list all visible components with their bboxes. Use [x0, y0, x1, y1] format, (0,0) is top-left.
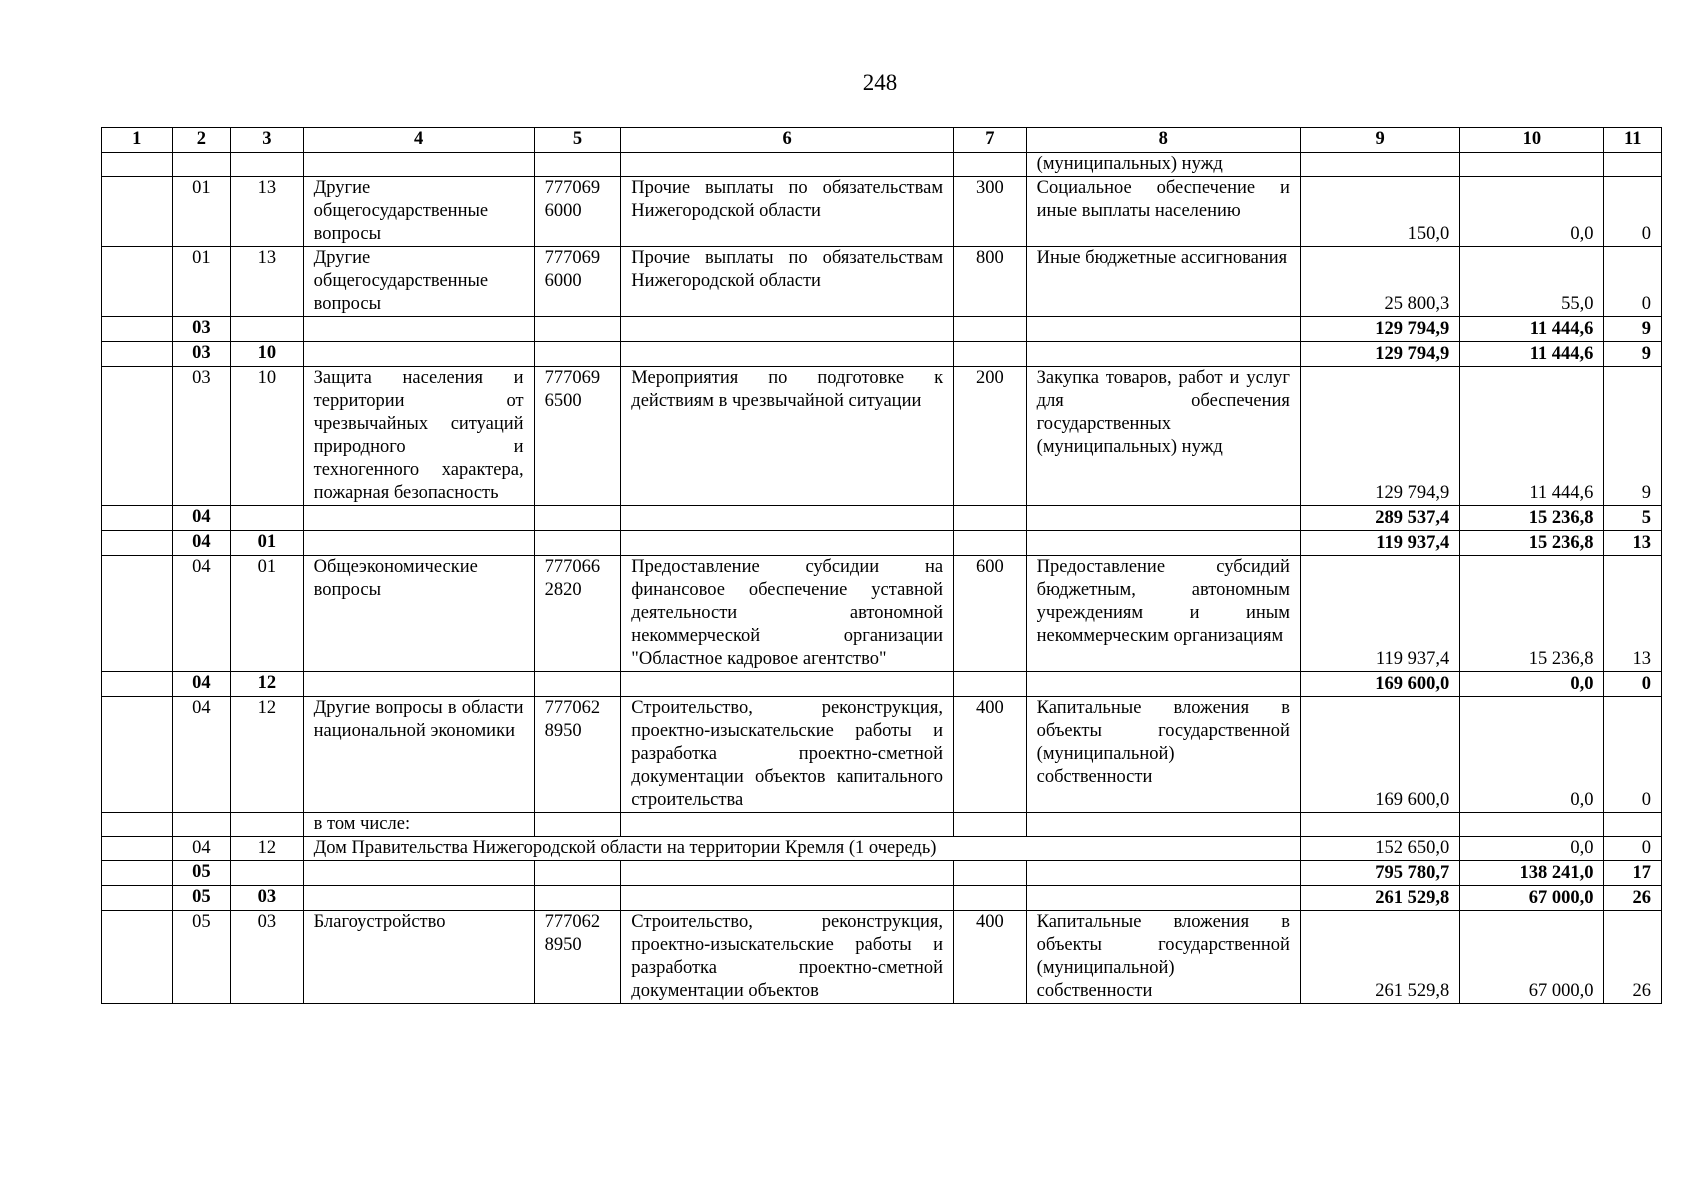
cell-amount-paid: 0,0 — [1460, 837, 1604, 861]
cell-subsection-code — [231, 861, 304, 886]
table-row — [102, 247, 1662, 317]
cell-expense-type: Капитальные вложения в объекты государственной (муниципальной) собственности — [1026, 911, 1300, 1004]
cell-expense-code: 800 — [954, 247, 1027, 317]
cell-amount-paid: 0,0 — [1460, 672, 1604, 697]
cell-section-name: Другие вопросы в области национальной экономики — [303, 697, 534, 813]
cell-amount-paid: 55,0 — [1460, 247, 1604, 317]
cell-empty — [954, 153, 1027, 177]
cell-subsection-code: 03 — [231, 886, 304, 911]
cell-empty — [102, 556, 173, 672]
cell-empty — [1026, 886, 1300, 911]
cell-empty — [102, 861, 173, 886]
cell-percent: 9 — [1604, 317, 1662, 342]
cell-section-code: 01 — [172, 177, 230, 247]
subtotal-row — [102, 506, 1662, 531]
cell-target-code: 777069 6500 — [534, 367, 621, 506]
cell-amount-paid: 67 000,0 — [1460, 911, 1604, 1004]
column-number-2: 2 — [172, 128, 230, 153]
column-number-row — [102, 128, 1662, 153]
cell-empty — [954, 317, 1027, 342]
cell-amount: 129 794,9 — [1300, 342, 1459, 367]
cell-empty — [621, 317, 954, 342]
cell-percent: 17 — [1604, 861, 1662, 886]
cell-empty — [1300, 153, 1459, 177]
cell-empty — [534, 813, 621, 837]
cell-empty — [954, 886, 1027, 911]
cell-empty — [231, 813, 304, 837]
cell-empty — [1026, 317, 1300, 342]
cell-percent: 9 — [1604, 342, 1662, 367]
cell-section-code: 04 — [172, 837, 230, 861]
subtotal-row — [102, 342, 1662, 367]
cell-amount-paid: 11 444,6 — [1460, 317, 1604, 342]
subtotal-row — [102, 531, 1662, 556]
note-row — [102, 813, 1662, 837]
cell-percent: 26 — [1604, 886, 1662, 911]
cell-expense-code: 400 — [954, 911, 1027, 1004]
cell-empty — [1460, 813, 1604, 837]
cell-section-code: 03 — [172, 367, 230, 506]
cell-empty — [534, 342, 621, 367]
cell-empty — [172, 813, 230, 837]
cell-subsection-code: 12 — [231, 672, 304, 697]
cell-subsection-code — [231, 317, 304, 342]
cell-empty — [621, 813, 954, 837]
cell-subsection-code: 13 — [231, 177, 304, 247]
continuation-row — [102, 153, 1662, 177]
cell-empty — [102, 342, 173, 367]
cell-section-code: 04 — [172, 697, 230, 813]
cell-expense-code: 200 — [954, 367, 1027, 506]
cell-empty — [534, 861, 621, 886]
cell-expense-code: 600 — [954, 556, 1027, 672]
cell-percent: 0 — [1604, 837, 1662, 861]
cell-object-name: Дом Правительства Нижегородской области на территории Кремля (1 очередь) — [303, 837, 1300, 861]
cell-empty — [621, 531, 954, 556]
cell-amount: 119 937,4 — [1300, 531, 1459, 556]
cell-section-code: 01 — [172, 247, 230, 317]
cell-percent: 0 — [1604, 672, 1662, 697]
cell-target-code: 777062 8950 — [534, 911, 621, 1004]
cell-subsection-code: 13 — [231, 247, 304, 317]
cell-empty — [621, 886, 954, 911]
cell-empty — [102, 153, 173, 177]
cell-empty — [1026, 531, 1300, 556]
cell-amount: 261 529,8 — [1300, 886, 1459, 911]
cell-expense-type: Социальное обеспечение и иные выплаты населению — [1026, 177, 1300, 247]
cell-target-name: Предоставление субсидии на финансовое обеспечение уставной деятельности автономной некоммерческой организации "Областное кадровое агентство" — [621, 556, 954, 672]
cell-target-code: 777069 6000 — [534, 247, 621, 317]
cell-target-name: Строительство, реконструкция, проектно-изыскательские работы и разработка проектно-сметной документации объектов капитального строительства — [621, 697, 954, 813]
cell-empty — [621, 506, 954, 531]
cell-target-name: Прочие выплаты по обязательствам Нижегородской области — [621, 247, 954, 317]
cell-amount-paid: 11 444,6 — [1460, 342, 1604, 367]
cell-section-code: 05 — [172, 911, 230, 1004]
cell-expense-type: Предоставление субсидий бюджетным, автономным учреждениям и иным некоммерческим организациям — [1026, 556, 1300, 672]
column-number-6: 6 — [621, 128, 954, 153]
cell-empty — [303, 342, 534, 367]
cell-section-name: Другие общегосударственные вопросы — [303, 247, 534, 317]
cell-expense-code: 300 — [954, 177, 1027, 247]
column-number-5: 5 — [534, 128, 621, 153]
cell-empty — [954, 672, 1027, 697]
cell-percent: 13 — [1604, 556, 1662, 672]
cell-section-code: 04 — [172, 672, 230, 697]
cell-empty — [1604, 153, 1662, 177]
cell-expense-code: 400 — [954, 697, 1027, 813]
subtotal-row — [102, 861, 1662, 886]
column-number-8: 8 — [1026, 128, 1300, 153]
cell-section-code: 04 — [172, 506, 230, 531]
cell-expense-type: Иные бюджетные ассигнования — [1026, 247, 1300, 317]
column-number-7: 7 — [954, 128, 1027, 153]
cell-empty — [231, 153, 304, 177]
cell-amount-paid: 15 236,8 — [1460, 506, 1604, 531]
cell-empty — [954, 861, 1027, 886]
cell-percent: 9 — [1604, 367, 1662, 506]
cell-amount-paid: 11 444,6 — [1460, 367, 1604, 506]
cell-empty — [303, 886, 534, 911]
cell-section-code: 05 — [172, 886, 230, 911]
cell-target-code: 777069 6000 — [534, 177, 621, 247]
cell-empty — [1604, 813, 1662, 837]
subtotal-row — [102, 317, 1662, 342]
cell-expense-type: (муниципальных) нужд — [1026, 153, 1300, 177]
cell-empty — [102, 506, 173, 531]
cell-amount: 169 600,0 — [1300, 672, 1459, 697]
budget-table — [101, 127, 1662, 1004]
cell-empty — [102, 886, 173, 911]
subtotal-row — [102, 886, 1662, 911]
cell-subsection-code: 10 — [231, 342, 304, 367]
cell-target-name: Строительство, реконструкция, проектно-изыскательские работы и разработка проектно-сметной документации объектов — [621, 911, 954, 1004]
cell-target-code: 777062 8950 — [534, 697, 621, 813]
cell-empty — [954, 531, 1027, 556]
cell-section-name: Благоустройство — [303, 911, 534, 1004]
cell-subsection-code: 12 — [231, 837, 304, 861]
cell-empty — [534, 672, 621, 697]
column-number-10: 10 — [1460, 128, 1604, 153]
cell-subsection-code: 03 — [231, 911, 304, 1004]
cell-section-name: Защита населения и территории от чрезвычайных ситуаций природного и техногенного характера, пожарная безопасность — [303, 367, 534, 506]
cell-expense-type: Закупка товаров, работ и услуг для обеспечения государственных (муниципальных) нужд — [1026, 367, 1300, 506]
page-number: 248 — [862, 70, 898, 95]
cell-amount-paid: 0,0 — [1460, 177, 1604, 247]
table-row — [102, 697, 1662, 813]
cell-amount-paid: 0,0 — [1460, 697, 1604, 813]
cell-empty — [102, 247, 173, 317]
cell-target-name: Прочие выплаты по обязательствам Нижегородской области — [621, 177, 954, 247]
cell-empty — [954, 342, 1027, 367]
cell-amount-paid: 15 236,8 — [1460, 556, 1604, 672]
column-number-9: 9 — [1300, 128, 1459, 153]
cell-empty — [1300, 813, 1459, 837]
cell-amount-paid: 67 000,0 — [1460, 886, 1604, 911]
object-row — [102, 837, 1662, 861]
cell-subsection-code: 01 — [231, 531, 304, 556]
cell-empty — [621, 342, 954, 367]
cell-empty — [1026, 813, 1300, 837]
cell-amount: 169 600,0 — [1300, 697, 1459, 813]
cell-section-code: 04 — [172, 531, 230, 556]
cell-section-code: 04 — [172, 556, 230, 672]
cell-section-code: 03 — [172, 342, 230, 367]
cell-amount: 119 937,4 — [1300, 556, 1459, 672]
cell-empty — [172, 153, 230, 177]
cell-empty — [1026, 506, 1300, 531]
cell-empty — [1026, 342, 1300, 367]
cell-subsection-code: 01 — [231, 556, 304, 672]
cell-empty — [102, 317, 173, 342]
cell-amount: 261 529,8 — [1300, 911, 1459, 1004]
column-number-1: 1 — [102, 128, 173, 153]
cell-subsection-code: 10 — [231, 367, 304, 506]
cell-target-code: 777066 2820 — [534, 556, 621, 672]
cell-empty — [1026, 861, 1300, 886]
cell-empty — [102, 531, 173, 556]
cell-empty — [102, 177, 173, 247]
cell-empty — [303, 531, 534, 556]
cell-empty — [1460, 153, 1604, 177]
cell-empty — [303, 672, 534, 697]
cell-subsection-code: 12 — [231, 697, 304, 813]
subtotal-row — [102, 672, 1662, 697]
cell-amount-paid: 138 241,0 — [1460, 861, 1604, 886]
cell-empty — [102, 813, 173, 837]
cell-percent: 0 — [1604, 177, 1662, 247]
cell-note: в том числе: — [303, 813, 534, 837]
cell-empty — [954, 813, 1027, 837]
cell-subsection-code — [231, 506, 304, 531]
table-row — [102, 556, 1662, 672]
cell-percent: 0 — [1604, 247, 1662, 317]
cell-amount: 150,0 — [1300, 177, 1459, 247]
table-row — [102, 367, 1662, 506]
cell-empty — [621, 861, 954, 886]
column-number-4: 4 — [303, 128, 534, 153]
cell-section-name: Общеэкономические вопросы — [303, 556, 534, 672]
cell-empty — [303, 317, 534, 342]
cell-empty — [534, 153, 621, 177]
cell-empty — [1026, 672, 1300, 697]
cell-empty — [303, 506, 534, 531]
cell-target-name: Мероприятия по подготовке к действиям в чрезвычайной ситуации — [621, 367, 954, 506]
cell-percent: 13 — [1604, 531, 1662, 556]
cell-amount: 795 780,7 — [1300, 861, 1459, 886]
cell-amount: 129 794,9 — [1300, 367, 1459, 506]
cell-section-code: 03 — [172, 317, 230, 342]
cell-empty — [102, 911, 173, 1004]
table-row — [102, 177, 1662, 247]
cell-empty — [534, 506, 621, 531]
cell-amount: 289 537,4 — [1300, 506, 1459, 531]
table-body — [102, 128, 1662, 1004]
cell-empty — [303, 153, 534, 177]
cell-expense-type: Капитальные вложения в объекты государственной (муниципальной) собственности — [1026, 697, 1300, 813]
cell-empty — [102, 697, 173, 813]
column-number-11: 11 — [1604, 128, 1662, 153]
cell-empty — [621, 153, 954, 177]
cell-empty — [102, 837, 173, 861]
cell-empty — [303, 861, 534, 886]
cell-amount: 129 794,9 — [1300, 317, 1459, 342]
cell-empty — [534, 531, 621, 556]
cell-empty — [954, 506, 1027, 531]
cell-amount: 25 800,3 — [1300, 247, 1459, 317]
cell-amount: 152 650,0 — [1300, 837, 1459, 861]
cell-percent: 26 — [1604, 911, 1662, 1004]
cell-percent: 0 — [1604, 697, 1662, 813]
cell-section-name: Другие общегосударственные вопросы — [303, 177, 534, 247]
table-row — [102, 911, 1662, 1004]
cell-percent: 5 — [1604, 506, 1662, 531]
cell-amount-paid: 15 236,8 — [1460, 531, 1604, 556]
cell-empty — [534, 317, 621, 342]
cell-empty — [102, 672, 173, 697]
cell-empty — [102, 367, 173, 506]
cell-empty — [621, 672, 954, 697]
cell-empty — [534, 886, 621, 911]
column-number-3: 3 — [231, 128, 304, 153]
cell-section-code: 05 — [172, 861, 230, 886]
